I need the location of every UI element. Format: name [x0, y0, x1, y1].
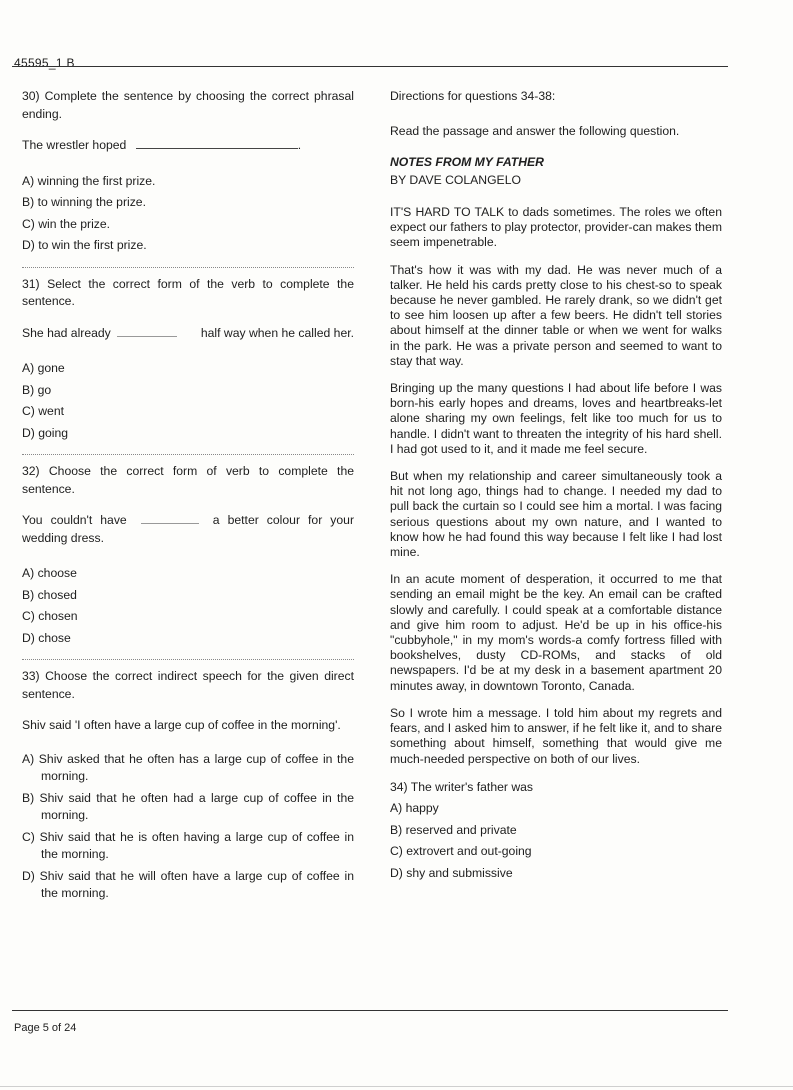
question-stem: 34) The writer's father was — [390, 779, 533, 794]
sentence-text-end: half way when he called her. — [200, 325, 354, 340]
answer-blank — [141, 513, 199, 524]
page-number: Page 5 of 24 — [14, 1022, 77, 1034]
sentence-end: . — [297, 138, 302, 152]
option-c[interactable]: C) extrovert and out-going — [390, 844, 532, 859]
passage-directions: Directions for questions 34-38: — [390, 89, 556, 103]
passage-byline: BY DAVE COLANGELO — [390, 172, 521, 187]
option-a[interactable]: A) Shiv asked that he often has a large cup of coffee in the morning. — [22, 751, 354, 783]
question-stem: 32) Choose the correct form of verb to complete the sentence. — [22, 464, 354, 496]
options-list — [390, 800, 722, 882]
option-a[interactable]: A) winning the first prize. — [22, 173, 156, 188]
right-column — [390, 88, 722, 886]
option-c[interactable]: C) win the prize. — [22, 216, 111, 231]
passage-instruction: Read the passage and answer the following question. — [390, 123, 680, 138]
left-column — [22, 88, 354, 907]
passage-paragraph: So I wrote him a message. I told him about my regrets and fears, and I asked him to answer, if he felt like it, and to share something about himself, something that would give me much-needed perspective on both of our lives. — [390, 705, 722, 766]
option-b[interactable]: B) to winning the prize. — [22, 195, 146, 209]
question-sentence — [22, 137, 354, 155]
question-sentence — [22, 325, 354, 343]
option-c[interactable]: C) chosen — [22, 609, 78, 623]
option-c[interactable]: C) went — [22, 404, 64, 418]
scan-edge — [0, 1086, 793, 1087]
sentence-text: The wrestler hoped — [22, 138, 127, 152]
document-id: 45595_1 B — [14, 56, 75, 70]
options-list — [22, 565, 354, 647]
question-stem: 31) Select the correct form of the verb to complete the sentence. — [22, 276, 354, 308]
option-a[interactable]: A) choose — [22, 566, 77, 580]
options-list — [22, 360, 354, 442]
question-32 — [22, 463, 354, 647]
passage-paragraph: But when my relationship and career simultaneously took a hit not long ago, things had to change. I needed my dad to pull back the curtain so I could see him a mortal. I was facing serious questions about my own nature, and I wanted to know how he had found this way because I felt like I had lost mine. — [390, 469, 722, 560]
option-d[interactable]: D) to win the first prize. — [22, 238, 147, 252]
question-divider — [22, 267, 354, 268]
question-31 — [22, 276, 354, 443]
footer-rule — [12, 1010, 728, 1011]
option-c[interactable]: C) Shiv said that he is often having a large cup of coffee in the morning. — [22, 829, 354, 861]
options-list — [22, 751, 354, 903]
question-divider — [22, 659, 354, 660]
option-b[interactable]: B) chosed — [22, 587, 77, 602]
options-list — [22, 173, 354, 255]
header-rule — [12, 66, 728, 67]
passage-title: NOTES FROM MY FATHER — [390, 155, 544, 169]
sentence-text: She had already — [22, 325, 111, 340]
option-b[interactable]: B) go — [22, 382, 52, 397]
passage-paragraph: Bringing up the many questions I had about life before I was born-his early hopes and dreams, loves and heartbreaks-let alone sharing my own feelings, felt like too much for us to handle. I didn't want to threaten the integrity of his hard shell. I had got used to it, and it made me feel secure. — [390, 381, 722, 456]
passage-paragraph: That's how it was with my dad. He was never much of a talker. He held his cards pretty close to his chest-so to speak because he never gambled. He rarely drank, so we didn't get to see him loosen up after a few beers. He didn't tell stories about himself at the dinner table or when we went for walks in the park. He was a private person and seemed to want to stay that way. — [390, 262, 722, 368]
option-d[interactable]: D) shy and submissive — [390, 865, 513, 880]
question-sentence: Shiv said 'I often have a large cup of coffee in the morning'. — [22, 718, 341, 732]
option-a[interactable]: A) gone — [22, 361, 65, 375]
answer-blank — [136, 138, 298, 149]
question-divider — [22, 454, 354, 455]
question-stem: 33) Choose the correct indirect speech for the given direct sentence. — [22, 669, 354, 701]
passage-paragraph: IT'S HARD TO TALK to dads sometimes. The roles we often expect our fathers to play protector, provider-can makes them seem impenetrable. — [390, 205, 722, 250]
question-sentence — [22, 512, 354, 547]
question-stem: 30) Complete the sentence by choosing the correct phrasal ending. — [22, 89, 354, 121]
question-34 — [390, 779, 722, 883]
answer-blank — [117, 326, 177, 337]
option-b[interactable]: B) reserved and private — [390, 822, 517, 837]
question-33 — [22, 668, 354, 903]
option-b[interactable]: B) Shiv said that he often had a large cup of coffee in the morning. — [22, 790, 354, 822]
question-30 — [22, 88, 354, 255]
option-d[interactable]: D) Shiv said that he will often have a large cup of coffee in the morning. — [22, 868, 354, 900]
passage-paragraph: In an acute moment of desperation, it occurred to me that sending an email might be the key. An email can be crafted slowly and carefully. I could speak at a comfortable distance and give him room to adjust. He'd be up in his office-his "cubbyhole," in my mom's words-a comfy fortress filled with bookshelves, dusty CD-ROMs, and stacks of old newspapers. I'd be at my desk in a basement apartment 20 minutes away, in downtown Toronto, Canada. — [390, 572, 722, 693]
sentence-text: You couldn't have — [22, 513, 127, 527]
sentence-text-end: a better colour for your wedding dress. — [22, 513, 355, 545]
option-d[interactable]: D) chose — [22, 630, 71, 645]
option-d[interactable]: D) going — [22, 425, 69, 440]
option-a[interactable]: A) happy — [390, 801, 439, 816]
